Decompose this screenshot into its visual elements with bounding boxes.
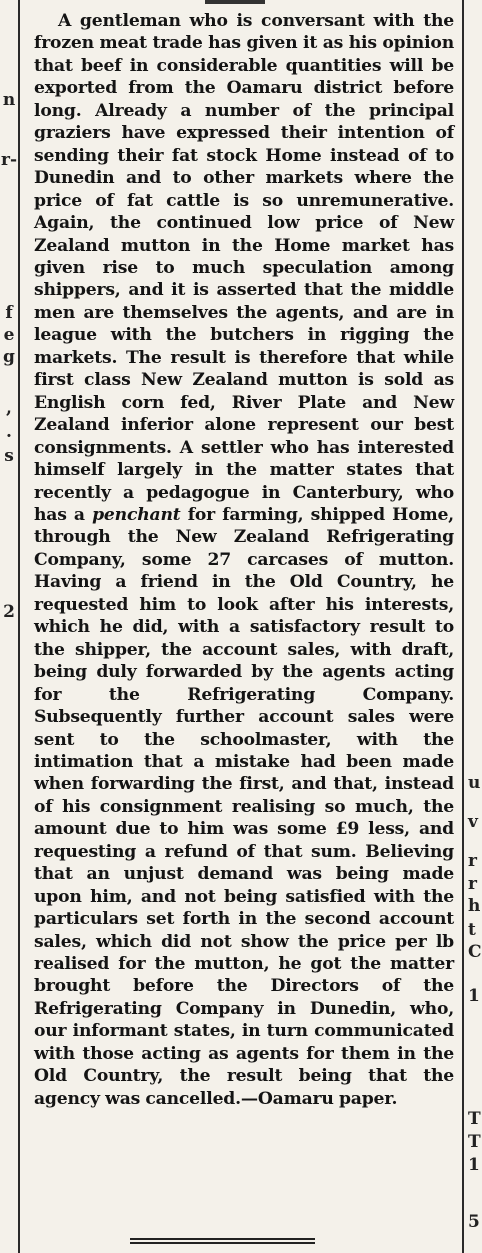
news-article [34,10,454,1110]
left-column-rule [18,0,20,1253]
right-column-fragment: h [468,896,481,916]
article-paragraph [34,10,454,1110]
right-column-rule [462,0,464,1253]
left-column-fragment: 2 [3,602,15,622]
right-column-fragment: v [468,812,478,832]
left-column-fragment: . [6,422,12,442]
left-column-fragment: s [4,446,14,466]
right-column-fragment: 1 [468,1155,480,1175]
article-end-rule [130,1238,315,1244]
left-column-fragment: e [3,325,15,345]
right-column-fragment: r [468,851,477,871]
right-column-fragment: T [468,1109,481,1129]
article-emphasis: penchant [92,504,181,525]
right-column-fragment: r [468,874,477,894]
column-top-ornament [205,0,265,4]
left-column-fragment: , [6,398,12,418]
right-column-fragment: 1 [468,986,480,1006]
left-column-fragment: n [2,90,16,110]
article-text-part2: for farming, shipped Home, through the New Zealand Refrigerating Company, some 27 carcases of mutton. Having a friend in the Old Country, he requested him to look after his interests, which he did, with a satisfactory result to the shipper, the account sales, with draft, being duly forwarded by the agents acting for the Refrigerating Company. Subsequently further account sales were sent to the schoolmaster, with the intimation that a mistake had been made when forwarding the first, and that, instead of his consignment realising so much, the amount due to him was some £9 less, and requesting a refund of that sum. Believing that an unjust demand was being made upon him, and not being satisfied with the particulars set forth in the second account sales, which did not show the price per lb realised for the mutton, he got the matter brought before the Directors of the Refrigerating Company in Dunedin, who, our informant states, in turn communicated with those acting as agents for them in the Old Country, the result being that the agency was cancelled.—Oamaru paper. [34,504,454,1109]
left-column-fragment: f [5,303,13,323]
article-text-part1: A gentleman who is conversant with the frozen meat trade has given it as his opinion that beef in considerable quantities will be exported from the Oamaru district before long. Already a number of the principal graziers have expressed their intention of sending their fat stock Home instead of to Dunedin and to other markets where the price of fat cattle is so unremunerative. Again, the continued low price of New Zealand mutton in the Home market has given rise to much speculation among shippers, and it is asserted that the middle men are themselves the agents, and are in league with the butchers in rigging the markets. The result is therefore that while first class New Zealand mutton is sold as English corn fed, River Plate and New Zealand inferior alone represent our best consignments. A settler who has interested himself largely in the matter states that recently a pedagogue in Canterbury, who has a [34,11,454,525]
right-column-fragment: 5 [468,1212,480,1232]
right-column-fragment: t [468,920,476,940]
right-column-fragment: u [468,773,481,793]
left-column-fragment: r- [0,150,17,170]
right-column-fragment: T [468,1132,481,1152]
right-column-fragment: C [468,942,482,962]
left-column-fragment: g [3,347,15,367]
